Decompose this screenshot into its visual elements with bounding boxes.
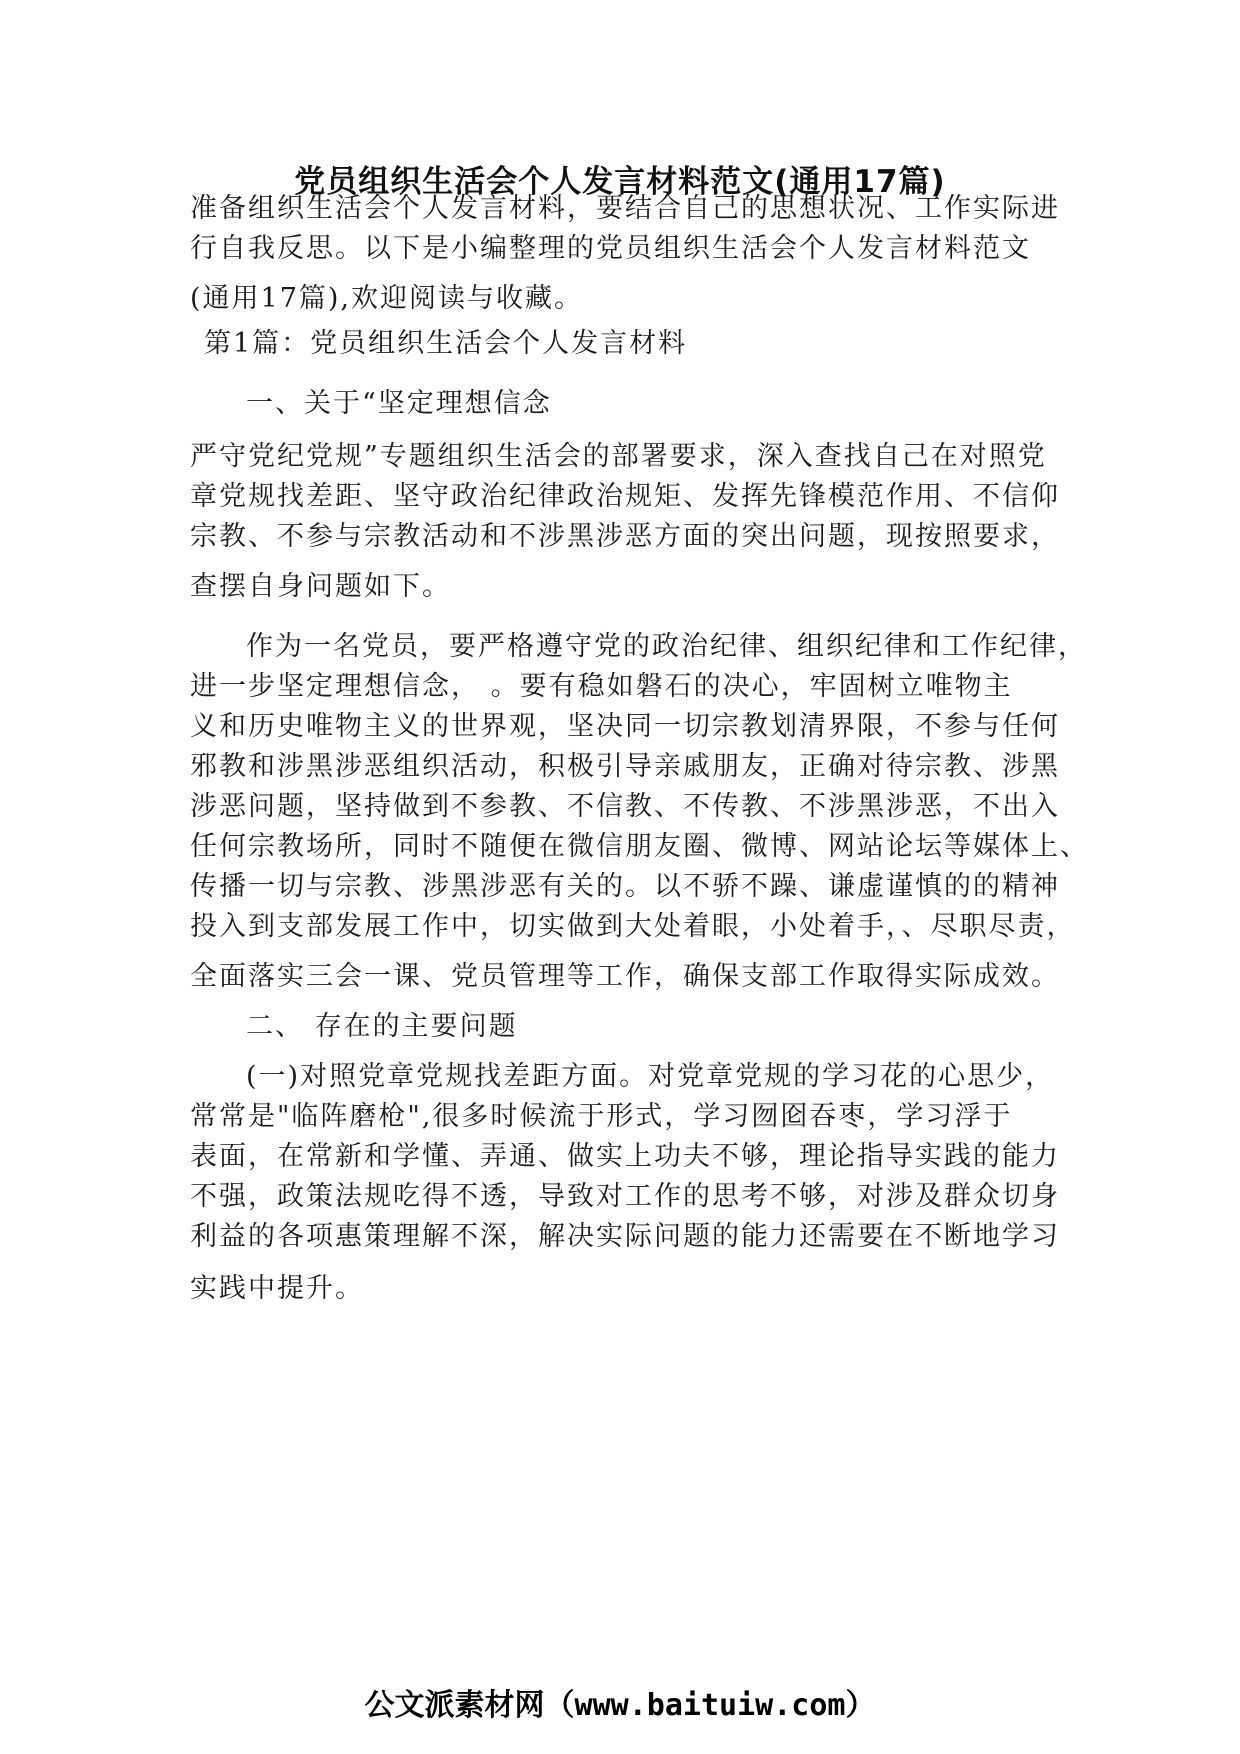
document-title: 党员组织生活会个人发言材料范文(通用17篇) [294, 164, 946, 200]
intro-line-1: 准备组织生活会个人发言材料，要结合自己的思想状况、工作实际进 [190, 193, 1060, 224]
para2-line-9: 全面落实三会一课、党员管理等工作，确保支部工作取得实际成效。 [190, 961, 1060, 992]
para3-line-6: 实践中提升。 [190, 1273, 364, 1304]
section1-line-2: 章党规找差距、坚守政治纪律政治规矩、发挥先锋模范作用、不信仰 [190, 481, 1060, 512]
para3-line-2: 常常是"临阵磨枪",很多时候流于形式，学习囫囵吞枣，学习浮于 [190, 1101, 1013, 1132]
para2-line-2: 进一步坚定理想信念， 。要有稳如磐石的决心，牢固树立唯物主 [190, 671, 1013, 702]
chapter-heading: 第1篇：党员组织生活会个人发言材料 [204, 328, 688, 359]
para2-line-5: 涉恶问题，坚持做到不参教、不信教、不传教、不涉黑涉恶，不出入 [190, 791, 1060, 822]
footer-site [0, 1680, 1240, 1724]
para2-line-1: 作为一名党员，要严格遵守党的政治纪律、组织纪律和工作纪律， [246, 631, 1087, 662]
para3-line-3: 表面，在常新和学懂、弄通、做实上功夫不够，理论指导实践的能力 [190, 1141, 1060, 1172]
para2-line-8: 投入到支部发展工作中，切实做到大处着眼，小处着手，、尽职尽责， [190, 911, 1076, 942]
para3-line-4: 不强，政策法规吃得不透，导致对工作的思考不够，对涉及群众切身 [190, 1181, 1060, 1212]
section1-line-3: 宗教、不参与宗教活动和不涉黑涉恶方面的突出问题，现按照要求， [190, 521, 1060, 552]
intro-line-2: 行自我反思。以下是小编整理的党员组织生活会个人发言材料范文 [190, 233, 1031, 264]
para2-line-4: 邪教和涉黑涉恶组织活动，积极引导亲戚朋友，正确对待宗教、涉黑 [190, 751, 1060, 782]
section1-line-4: 查摆自身问题如下。 [190, 571, 451, 602]
para2-line-3: 义和历史唯物主义的世界观，坚决同一切宗教划清界限，不参与任何 [190, 711, 1060, 742]
para3-line-1: (一)对照党章党规找差距方面。对党章党规的学习花的心思少， [246, 1061, 1055, 1092]
footer-close: ） [845, 1688, 876, 1723]
intro-line-3: (通用17篇),欢迎阅读与收藏。 [190, 283, 584, 314]
footer-url: www.baituiw.com [574, 1688, 846, 1723]
section2-heading: 二、 存在的主要问题 [246, 1011, 518, 1042]
para2-line-6: 任何宗教场所，同时不随便在微信朋友圈、微博、网站论坛等媒体上、 [190, 831, 1089, 862]
footer-site-name: 公文派素材网（ [364, 1688, 575, 1723]
para3-line-5: 利益的各项惠策理解不深，解决实际问题的能力还需要在不断地学习 [190, 1221, 1060, 1252]
section1-line-1: 严守党纪党规”专题组织生活会的部署要求，深入查找自己在对照党 [190, 441, 1047, 472]
para2-line-7: 传播一切与宗教、涉黑涉恶有关的。以不骄不躁、谦虚谨慎的的精神 [190, 871, 1060, 902]
section1-heading: 一、关于“坚定理想信念 [246, 388, 552, 419]
